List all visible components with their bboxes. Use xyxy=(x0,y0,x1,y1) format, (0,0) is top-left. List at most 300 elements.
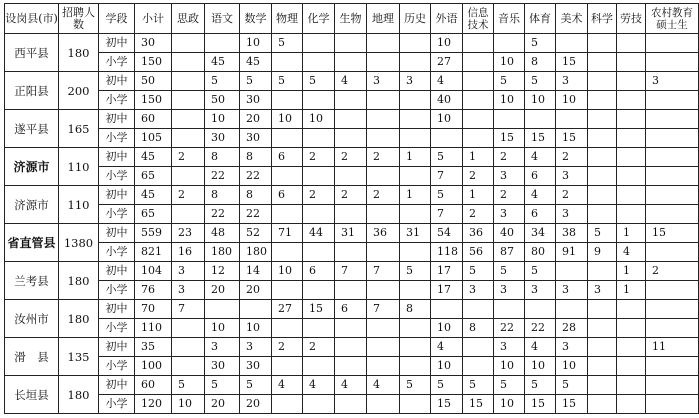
count-cell xyxy=(617,34,646,53)
count-cell: 3 xyxy=(556,281,588,300)
count-cell: 27 xyxy=(272,300,303,319)
count-cell xyxy=(646,110,699,129)
count-cell: 10 xyxy=(494,395,525,414)
count-cell: 4 xyxy=(525,186,556,205)
table-row xyxy=(5,319,699,338)
table-row xyxy=(5,357,699,376)
count-cell xyxy=(588,129,617,148)
count-cell: 30 xyxy=(205,129,240,148)
quota-cell: 110 xyxy=(59,148,99,186)
quota-cell: 135 xyxy=(59,338,99,376)
quota-cell: 110 xyxy=(59,186,99,224)
count-cell xyxy=(367,395,400,414)
county-cell: 济源市 xyxy=(5,186,59,224)
table-row xyxy=(5,129,699,148)
count-cell: 3 xyxy=(556,167,588,186)
count-cell: 10 xyxy=(525,357,556,376)
count-cell: 50 xyxy=(135,72,172,91)
count-cell: 5 xyxy=(525,262,556,281)
count-cell: 8 xyxy=(205,148,240,167)
count-cell xyxy=(400,167,431,186)
count-cell: 45 xyxy=(205,53,240,72)
count-cell xyxy=(335,281,367,300)
count-cell: 2 xyxy=(646,262,699,281)
count-cell: 5 xyxy=(431,186,463,205)
count-cell: 5 xyxy=(205,376,240,395)
count-cell xyxy=(588,72,617,91)
count-cell: 14 xyxy=(240,262,272,281)
count-cell xyxy=(172,338,205,357)
count-cell: 65 xyxy=(135,205,172,224)
count-cell: 5 xyxy=(463,376,494,395)
count-cell: 1 xyxy=(617,224,646,243)
county-cell: 滑 县 xyxy=(5,338,59,376)
count-cell xyxy=(556,262,588,281)
count-cell xyxy=(303,129,335,148)
count-cell: 8 xyxy=(205,186,240,205)
count-cell: 1 xyxy=(617,281,646,300)
count-cell: 150 xyxy=(135,53,172,72)
count-cell xyxy=(367,281,400,300)
count-cell: 35 xyxy=(135,338,172,357)
count-cell: 8 xyxy=(240,186,272,205)
table-row xyxy=(5,243,699,262)
count-cell: 3 xyxy=(205,338,240,357)
count-cell xyxy=(588,53,617,72)
count-cell xyxy=(617,395,646,414)
count-cell: 5 xyxy=(272,34,303,53)
table-body xyxy=(5,34,699,414)
count-cell xyxy=(617,376,646,395)
count-cell xyxy=(303,281,335,300)
count-cell xyxy=(400,395,431,414)
count-cell xyxy=(367,167,400,186)
count-cell: 22 xyxy=(205,167,240,186)
count-cell: 16 xyxy=(172,243,205,262)
count-cell xyxy=(400,91,431,110)
header-cell: 学段 xyxy=(99,4,135,34)
count-cell xyxy=(205,300,240,319)
count-cell: 10 xyxy=(205,319,240,338)
count-cell: 17 xyxy=(431,281,463,300)
count-cell: 54 xyxy=(431,224,463,243)
count-cell: 60 xyxy=(135,110,172,129)
count-cell xyxy=(588,205,617,224)
count-cell: 36 xyxy=(367,224,400,243)
count-cell: 5 xyxy=(431,376,463,395)
count-cell xyxy=(303,357,335,376)
count-cell xyxy=(646,148,699,167)
count-cell: 5 xyxy=(556,376,588,395)
count-cell: 45 xyxy=(240,53,272,72)
count-cell xyxy=(617,319,646,338)
count-cell xyxy=(172,167,205,186)
table-row xyxy=(5,300,699,319)
count-cell: 3 xyxy=(556,205,588,224)
count-cell xyxy=(335,53,367,72)
table-row xyxy=(5,224,699,243)
count-cell: 2 xyxy=(335,148,367,167)
quota-cell: 200 xyxy=(59,72,99,110)
count-cell xyxy=(335,34,367,53)
quota-cell: 180 xyxy=(59,300,99,338)
count-cell: 30 xyxy=(240,129,272,148)
table-row xyxy=(5,262,699,281)
count-cell xyxy=(617,72,646,91)
count-cell: 15 xyxy=(525,395,556,414)
count-cell: 48 xyxy=(205,224,240,243)
count-cell xyxy=(400,338,431,357)
header-cell: 设岗县(市) xyxy=(5,4,59,34)
count-cell: 10 xyxy=(303,110,335,129)
count-cell: 34 xyxy=(525,224,556,243)
count-cell xyxy=(172,129,205,148)
count-cell xyxy=(400,319,431,338)
count-cell xyxy=(588,376,617,395)
count-cell xyxy=(303,53,335,72)
county-cell: 长垣县 xyxy=(5,376,59,414)
count-cell xyxy=(367,357,400,376)
count-cell xyxy=(617,91,646,110)
count-cell: 3 xyxy=(646,72,699,91)
stage-cell: 初中 xyxy=(99,224,135,243)
count-cell xyxy=(205,34,240,53)
header-cell: 地理 xyxy=(367,4,400,34)
count-cell: 3 xyxy=(494,205,525,224)
count-cell: 2 xyxy=(556,186,588,205)
count-cell: 2 xyxy=(272,338,303,357)
stage-cell: 小学 xyxy=(99,91,135,110)
count-cell xyxy=(588,91,617,110)
stage-cell: 初中 xyxy=(99,300,135,319)
count-cell: 2 xyxy=(463,205,494,224)
count-cell xyxy=(335,243,367,262)
header-cell: 思政 xyxy=(172,4,205,34)
stage-cell: 初中 xyxy=(99,338,135,357)
count-cell xyxy=(172,205,205,224)
count-cell xyxy=(272,243,303,262)
count-cell: 10 xyxy=(556,357,588,376)
count-cell xyxy=(646,91,699,110)
count-cell: 20 xyxy=(240,395,272,414)
count-cell: 22 xyxy=(240,167,272,186)
count-cell xyxy=(400,129,431,148)
count-cell: 5 xyxy=(205,72,240,91)
count-cell: 15 xyxy=(463,395,494,414)
count-cell xyxy=(367,319,400,338)
count-cell xyxy=(172,53,205,72)
count-cell xyxy=(172,72,205,91)
count-cell xyxy=(463,110,494,129)
count-cell: 44 xyxy=(303,224,335,243)
stage-cell: 小学 xyxy=(99,205,135,224)
count-cell: 180 xyxy=(240,243,272,262)
count-cell: 4 xyxy=(431,338,463,357)
count-cell xyxy=(367,91,400,110)
count-cell xyxy=(617,53,646,72)
table-row xyxy=(5,91,699,110)
count-cell: 17 xyxy=(431,262,463,281)
count-cell xyxy=(272,357,303,376)
count-cell: 87 xyxy=(494,243,525,262)
table-row xyxy=(5,34,699,53)
count-cell xyxy=(494,34,525,53)
count-cell: 10 xyxy=(172,395,205,414)
count-cell: 150 xyxy=(135,91,172,110)
count-cell xyxy=(303,319,335,338)
count-cell: 30 xyxy=(240,91,272,110)
count-cell xyxy=(617,148,646,167)
count-cell: 15 xyxy=(431,395,463,414)
count-cell xyxy=(172,319,205,338)
count-cell: 3 xyxy=(588,281,617,300)
header-cell: 语文 xyxy=(205,4,240,34)
count-cell: 5 xyxy=(240,72,272,91)
count-cell: 10 xyxy=(494,91,525,110)
count-cell: 38 xyxy=(556,224,588,243)
count-cell: 5 xyxy=(400,262,431,281)
count-cell xyxy=(240,300,272,319)
count-cell: 70 xyxy=(135,300,172,319)
count-cell xyxy=(335,205,367,224)
count-cell: 5 xyxy=(588,224,617,243)
county-cell: 正阳县 xyxy=(5,72,59,110)
header-cell: 物理 xyxy=(272,4,303,34)
count-cell xyxy=(172,110,205,129)
count-cell: 7 xyxy=(367,262,400,281)
table-row xyxy=(5,148,699,167)
count-cell: 5 xyxy=(400,376,431,395)
count-cell: 2 xyxy=(303,148,335,167)
count-cell: 8 xyxy=(400,300,431,319)
count-cell xyxy=(463,300,494,319)
count-cell xyxy=(400,53,431,72)
count-cell: 7 xyxy=(431,205,463,224)
count-cell: 10 xyxy=(431,357,463,376)
count-cell: 15 xyxy=(303,300,335,319)
count-cell: 15 xyxy=(556,129,588,148)
count-cell xyxy=(272,167,303,186)
count-cell: 56 xyxy=(463,243,494,262)
count-cell: 4 xyxy=(272,376,303,395)
count-cell xyxy=(431,300,463,319)
count-cell xyxy=(400,243,431,262)
table-row xyxy=(5,53,699,72)
count-cell: 4 xyxy=(617,243,646,262)
count-cell xyxy=(588,167,617,186)
count-cell: 91 xyxy=(556,243,588,262)
count-cell: 11 xyxy=(646,338,699,357)
count-cell xyxy=(646,319,699,338)
header-cell: 农村教育硕士生 xyxy=(646,4,699,34)
count-cell: 27 xyxy=(431,53,463,72)
table-row xyxy=(5,205,699,224)
count-cell: 5 xyxy=(494,72,525,91)
count-cell: 10 xyxy=(205,110,240,129)
count-cell: 10 xyxy=(556,91,588,110)
count-cell: 4 xyxy=(525,148,556,167)
count-cell: 4 xyxy=(303,376,335,395)
count-cell xyxy=(588,262,617,281)
count-cell xyxy=(463,129,494,148)
count-cell xyxy=(367,338,400,357)
count-cell: 36 xyxy=(463,224,494,243)
count-cell: 10 xyxy=(240,319,272,338)
count-cell xyxy=(335,357,367,376)
count-cell: 2 xyxy=(303,338,335,357)
header-cell: 外语 xyxy=(431,4,463,34)
header-cell: 小计 xyxy=(135,4,172,34)
count-cell: 76 xyxy=(135,281,172,300)
count-cell: 31 xyxy=(400,224,431,243)
count-cell: 10 xyxy=(525,91,556,110)
count-cell xyxy=(400,281,431,300)
count-cell: 2 xyxy=(367,186,400,205)
quota-cell: 1380 xyxy=(59,224,99,262)
count-cell: 118 xyxy=(431,243,463,262)
count-cell: 28 xyxy=(556,319,588,338)
count-cell xyxy=(617,129,646,148)
count-cell: 5 xyxy=(172,376,205,395)
count-cell xyxy=(617,167,646,186)
count-cell: 10 xyxy=(431,110,463,129)
count-cell: 15 xyxy=(646,224,699,243)
count-cell: 2 xyxy=(172,148,205,167)
count-cell: 40 xyxy=(494,224,525,243)
count-cell: 10 xyxy=(431,319,463,338)
count-cell: 20 xyxy=(205,281,240,300)
count-cell: 821 xyxy=(135,243,172,262)
count-cell xyxy=(556,300,588,319)
count-cell xyxy=(367,129,400,148)
county-cell: 汝州市 xyxy=(5,300,59,338)
count-cell: 22 xyxy=(205,205,240,224)
count-cell xyxy=(463,91,494,110)
count-cell: 6 xyxy=(525,205,556,224)
count-cell xyxy=(556,34,588,53)
count-cell xyxy=(588,319,617,338)
count-cell xyxy=(617,357,646,376)
count-cell: 60 xyxy=(135,376,172,395)
count-cell: 31 xyxy=(335,224,367,243)
header-cell: 招聘人数 xyxy=(59,4,99,34)
count-cell: 3 xyxy=(525,281,556,300)
count-cell: 2 xyxy=(463,167,494,186)
count-cell: 3 xyxy=(240,338,272,357)
count-cell: 3 xyxy=(494,338,525,357)
count-cell xyxy=(646,281,699,300)
table-row xyxy=(5,395,699,414)
count-cell: 7 xyxy=(367,300,400,319)
count-cell xyxy=(367,243,400,262)
count-cell xyxy=(172,357,205,376)
count-cell: 15 xyxy=(525,129,556,148)
header-cell: 生物 xyxy=(335,4,367,34)
count-cell: 45 xyxy=(135,148,172,167)
count-cell xyxy=(367,110,400,129)
count-cell: 10 xyxy=(431,34,463,53)
count-cell xyxy=(588,338,617,357)
header-cell: 信息技术 xyxy=(463,4,494,34)
count-cell xyxy=(646,186,699,205)
count-cell: 6 xyxy=(335,300,367,319)
stage-cell: 小学 xyxy=(99,357,135,376)
count-cell: 105 xyxy=(135,129,172,148)
stage-cell: 初中 xyxy=(99,72,135,91)
count-cell: 3 xyxy=(367,72,400,91)
count-cell: 5 xyxy=(525,72,556,91)
county-cell: 兰考县 xyxy=(5,262,59,300)
count-cell: 5 xyxy=(494,376,525,395)
count-cell: 10 xyxy=(494,357,525,376)
count-cell xyxy=(463,338,494,357)
count-cell: 45 xyxy=(135,186,172,205)
header-cell: 音乐 xyxy=(494,4,525,34)
count-cell: 3 xyxy=(400,72,431,91)
count-cell: 7 xyxy=(431,167,463,186)
count-cell xyxy=(463,357,494,376)
header-cell: 体育 xyxy=(525,4,556,34)
count-cell: 100 xyxy=(135,357,172,376)
count-cell: 6 xyxy=(525,167,556,186)
count-cell xyxy=(646,205,699,224)
count-cell xyxy=(588,148,617,167)
count-cell xyxy=(335,129,367,148)
count-cell: 6 xyxy=(303,262,335,281)
count-cell xyxy=(588,300,617,319)
count-cell: 23 xyxy=(172,224,205,243)
count-cell xyxy=(646,53,699,72)
count-cell xyxy=(646,376,699,395)
count-cell: 5 xyxy=(525,34,556,53)
recruitment-table xyxy=(4,3,699,414)
count-cell xyxy=(272,91,303,110)
count-cell: 5 xyxy=(463,262,494,281)
stage-cell: 小学 xyxy=(99,129,135,148)
count-cell xyxy=(588,395,617,414)
count-cell: 1 xyxy=(400,186,431,205)
stage-cell: 小学 xyxy=(99,395,135,414)
count-cell: 10 xyxy=(240,34,272,53)
count-cell: 2 xyxy=(367,148,400,167)
count-cell: 2 xyxy=(556,148,588,167)
header-cell: 化学 xyxy=(303,4,335,34)
count-cell: 1 xyxy=(463,148,494,167)
count-cell: 40 xyxy=(431,91,463,110)
count-cell: 559 xyxy=(135,224,172,243)
count-cell xyxy=(303,395,335,414)
count-cell: 3 xyxy=(172,262,205,281)
count-cell: 2 xyxy=(494,186,525,205)
count-cell xyxy=(172,91,205,110)
count-cell: 7 xyxy=(172,300,205,319)
count-cell: 120 xyxy=(135,395,172,414)
count-cell: 22 xyxy=(525,319,556,338)
count-cell: 15 xyxy=(494,129,525,148)
count-cell xyxy=(646,357,699,376)
count-cell: 180 xyxy=(205,243,240,262)
count-cell: 3 xyxy=(556,72,588,91)
header-cell: 历史 xyxy=(400,4,431,34)
count-cell: 7 xyxy=(335,262,367,281)
count-cell xyxy=(303,243,335,262)
count-cell xyxy=(588,34,617,53)
count-cell xyxy=(400,205,431,224)
count-cell: 8 xyxy=(463,319,494,338)
count-cell: 50 xyxy=(205,91,240,110)
count-cell xyxy=(335,91,367,110)
count-cell: 3 xyxy=(494,167,525,186)
